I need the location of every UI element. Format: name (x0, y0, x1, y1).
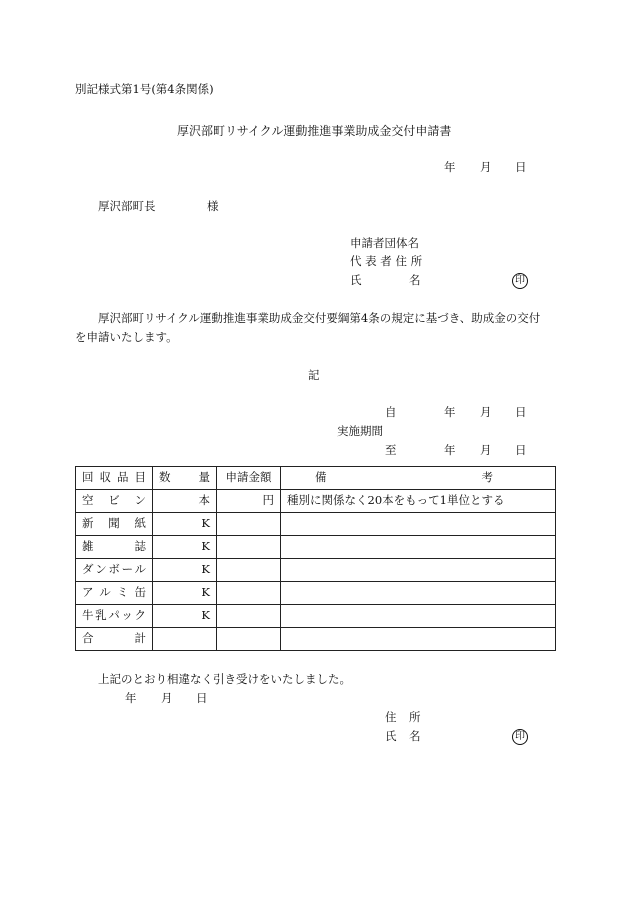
row-item: ダンボール (76, 559, 153, 582)
table-header-row (76, 467, 556, 490)
row-item: 新聞紙 (76, 513, 153, 536)
receipt-year: 年 (125, 691, 137, 705)
applicant-address-label: 代 表 者 住 所 (350, 254, 423, 268)
receipt-address-label-2: 所 (409, 710, 421, 724)
row-yen (217, 628, 281, 651)
row-note (281, 582, 556, 605)
row-item: 牛乳パック (76, 605, 153, 628)
period-from-year: 年 (444, 405, 456, 419)
date-year-label: 年 (444, 160, 456, 174)
period-to-year: 年 (444, 443, 456, 457)
table-row (76, 513, 556, 536)
row-note: 種別に関係なく20本をもって1単位とする (281, 490, 556, 513)
header-amount: 申請金額 (217, 467, 281, 490)
applicant-name-label-2: 名 (409, 273, 421, 287)
header-note-1: 備 (315, 470, 327, 485)
row-yen: 円 (217, 490, 281, 513)
row-note (281, 536, 556, 559)
row-note (281, 513, 556, 536)
receipt-day: 日 (196, 691, 208, 705)
row-note (281, 605, 556, 628)
row-yen (217, 513, 281, 536)
applicant-org-label: 申請者団体名 (350, 236, 419, 250)
row-yen (217, 559, 281, 582)
row-unit: K (153, 559, 217, 582)
period-from-label: 自 (385, 405, 397, 419)
table-row (76, 490, 556, 513)
period-from-day: 日 (515, 405, 527, 419)
receipt-name-label-2: 名 (409, 729, 421, 743)
receipt-text: 上記のとおり相違なく引き受けをいたしました。 (98, 672, 351, 686)
row-yen (217, 582, 281, 605)
table-row (76, 536, 556, 559)
table-row (76, 605, 556, 628)
table-row-total (76, 628, 556, 651)
table-row (76, 582, 556, 605)
receipt-month: 月 (161, 691, 173, 705)
period-to-label: 至 (385, 443, 397, 457)
row-note (281, 628, 556, 651)
row-yen (217, 605, 281, 628)
row-item: 雑誌 (76, 536, 153, 559)
row-item: アルミ缶 (76, 582, 153, 605)
addressee-honorific: 様 (207, 199, 219, 213)
row-unit (153, 628, 217, 651)
row-unit: K (153, 536, 217, 559)
period-from-month: 月 (480, 405, 492, 419)
body-text-line2: を申請いたします。 (75, 330, 178, 344)
row-unit: K (153, 605, 217, 628)
period-to-month: 月 (480, 443, 492, 457)
receipt-address-label-1: 住 (385, 710, 397, 724)
addressee-name: 厚沢部町長 (98, 199, 156, 213)
row-unit: 本 (153, 490, 217, 513)
receipt-name-label-1: 氏 (385, 729, 397, 743)
header-item: 回収品目 (76, 467, 153, 490)
date-month-label: 月 (480, 160, 492, 174)
row-unit: K (153, 513, 217, 536)
header-note (281, 467, 556, 490)
ki-heading: 記 (308, 368, 320, 382)
row-yen (217, 536, 281, 559)
row-unit: K (153, 582, 217, 605)
receipt-seal-icon: 印 (512, 729, 528, 745)
date-day-label: 日 (515, 160, 527, 174)
document-title: 厚沢部町リサイクル運動推進事業助成金交付申請書 (177, 124, 452, 138)
row-item: 空ビン (76, 490, 153, 513)
form-number: 別記様式第1号(第4条関係) (75, 82, 214, 96)
collection-items-table (75, 466, 556, 651)
body-text-line1: 厚沢部町リサイクル運動推進事業助成金交付要綱第4条の規定に基づき、助成金の交付 (98, 311, 541, 325)
period-label: 実施期間 (337, 424, 383, 438)
period-to-day: 日 (515, 443, 527, 457)
row-item: 合計 (76, 628, 153, 651)
header-note-2: 考 (481, 470, 493, 485)
table-row (76, 559, 556, 582)
row-note (281, 559, 556, 582)
header-qty: 数量 (153, 467, 217, 490)
applicant-name-label-1: 氏 (350, 273, 362, 287)
applicant-seal-icon: 印 (512, 273, 528, 289)
